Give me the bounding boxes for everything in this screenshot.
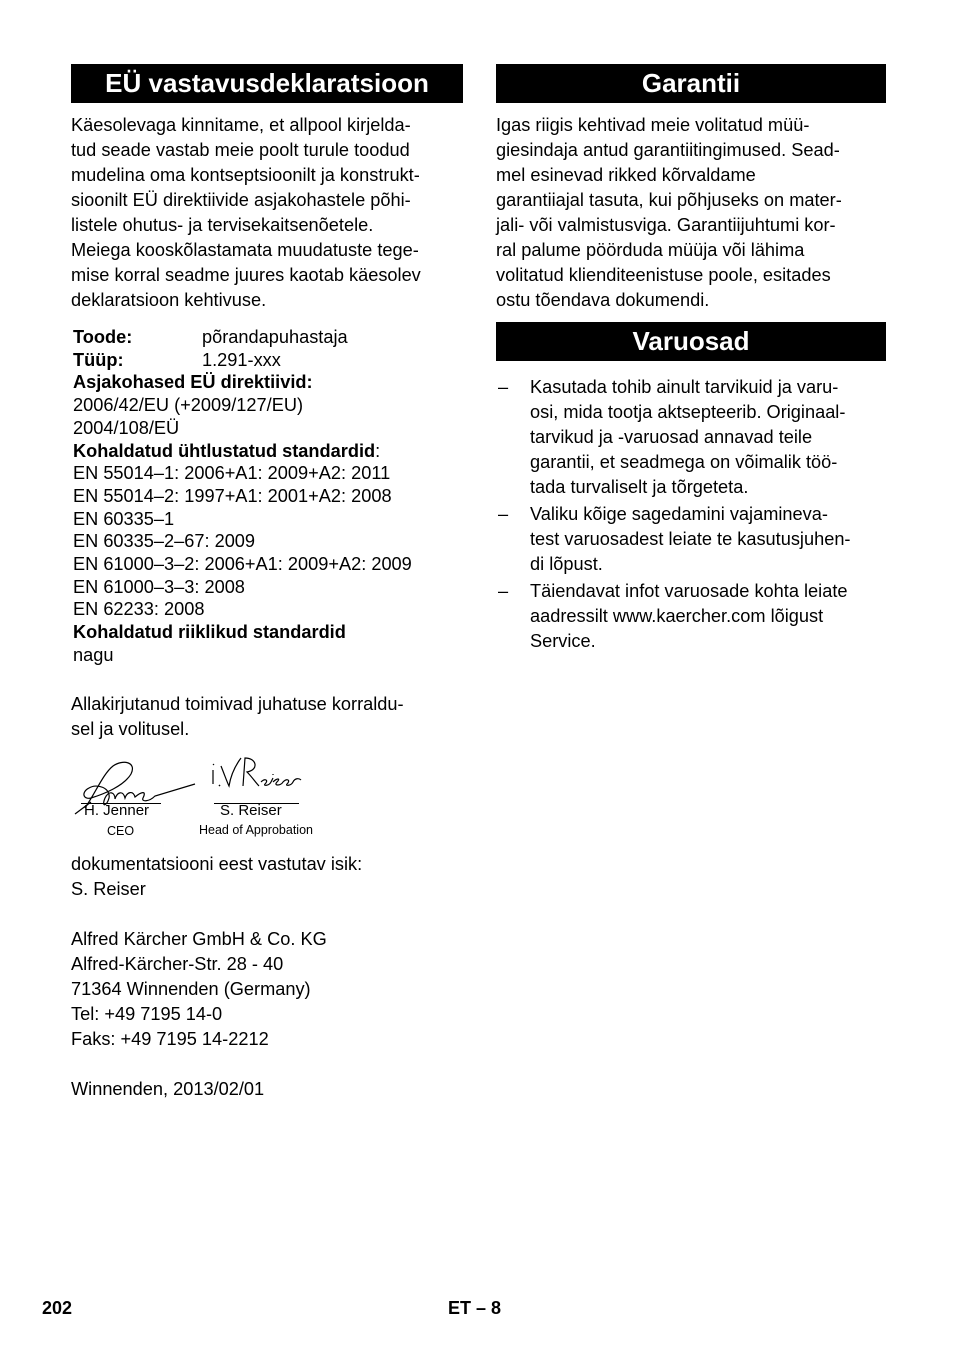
bullet-dash: – [498,377,509,397]
intro-line: sioonilt EÜ direktiivide asjakohastele põhi- [71,190,411,210]
warranty-heading: Garantii [496,64,886,103]
signatory-right-name: S. Reiser [220,801,282,819]
national-standards-value: nagu [73,644,114,665]
bullet-line: aadressilt www.kaercher.com lõigust [530,606,824,626]
bullet-line: Kasutada tohib ainult tarvikuid ja varu- [530,377,839,397]
intro-line: deklaratsioon kehtivuse. [71,290,267,310]
declaration-intro [71,113,463,313]
responsible-person [71,852,463,902]
signatory-right-title: Head of Approbation [199,822,313,837]
product-value: põrandapuhastaja [202,327,348,347]
warranty-line: garantiiajal tasuta, kui põhjuseks on mater- [496,190,842,210]
bullet-line: tarvikud ja -varuosad annavad teile [530,427,813,447]
harmonised-label: Kohaldatud ühtlustatud standardid [73,440,376,461]
intro-line: listele ohutus- ja tervisekaitsenõetele. [71,215,374,235]
directive-item: 2004/108/EÜ [73,417,180,438]
bullet-line: osi, mida tootja aktsepteerib. Originaal- [530,402,846,422]
type-value: 1.291-xxx [202,349,281,370]
product-label: Toode: [73,327,133,347]
address-line: 71364 Winnenden (Germany) [71,978,311,999]
bullet-line: di lõpust. [530,554,603,574]
declaration-column [71,64,463,1102]
type-label: Tüüp: [73,349,124,370]
signed-by-text [71,692,463,742]
bullet-dash: – [498,581,509,601]
intro-line: mise korral seadme juures kaotab käesolev [71,265,421,285]
spec-table [71,326,463,667]
signed-line: Allakirjutanud toimivad juhatuse korraldu- [71,693,404,714]
warranty-line: mel esinevad rikked kõrvaldame [496,165,756,185]
address-line: Alfred Kärcher GmbH & Co. KG [71,928,327,949]
address-line: Tel: +49 7195 14-0 [71,1003,223,1024]
place-and-date: Winnenden, 2013/02/01 [71,1078,265,1099]
spare-parts-list [496,375,886,654]
responsible-line: S. Reiser [71,878,146,899]
footer-section-page: – 8 [476,1298,502,1318]
bullet-line: garantii, et seadmega on võimalik töö- [530,452,838,472]
reiser-signature-image [207,752,307,802]
directives-label: Asjakohased EÜ direktiivid: [73,372,313,393]
bullet-line: Valiku kõige sagedamini vajamineva- [530,504,828,524]
warranty-line: jali- või valmistusviga. Garantiijuhtumi kor- [496,215,836,235]
warranty-line: Igas riigis kehtivad meie volitatud müü- [496,115,810,135]
national-standards-label: Kohaldatud riiklikud standardid [73,622,346,643]
address-line: Alfred-Kärcher-Str. 28 - 40 [71,953,284,974]
warranty-line: ostu tõendava dokumendi. [496,290,710,310]
standard-item: EN 62233: 2008 [73,599,205,620]
bullet-dash: – [498,504,509,524]
footer-language: ET [448,1298,472,1318]
footer-section [448,1298,501,1319]
standard-item: EN 60335–2–67: 2009 [73,531,256,552]
intro-line: mudelina oma kontseptsioonilt ja konstrukt- [71,165,420,185]
directive-item: 2006/42/EU (+2009/127/EU) [73,395,304,416]
intro-line: Käesolevaga kinnitame, et allpool kirjelda- [71,115,411,135]
responsible-line: dokumentatsiooni eest vastutav isik: [71,853,363,874]
harmonised-standards-heading [71,440,463,463]
signature-block [71,752,463,852]
standard-item: EN 55014–2: 1997+A1: 2001+A2: 2008 [73,485,392,506]
bullet-line: Täiendavat infot varuosade kohta leiate [530,581,848,601]
standard-item: EN 60335–1 [73,508,175,529]
warranty-line: giesindaja antud garantiitingimused. Sead- [496,140,840,160]
list-item [496,502,886,577]
product-row [71,326,463,349]
signatory-left-name: H. Jenner [84,801,150,819]
intro-line: Meiega kooskõlastamata muudatuste tege- [71,240,419,260]
signed-line: sel ja volitusel. [71,718,190,739]
bullet-line: Service. [530,631,596,651]
list-item [496,375,886,500]
bullet-line: test varuosadest leiate te kasutusjuhen- [530,529,851,549]
warranty-text [496,113,886,313]
warranty-line: ral palume pöörduda müüja või lähima [496,240,805,260]
declaration-heading: EÜ vastavusdeklaratsioon [71,64,463,103]
standard-item: EN 55014–1: 2006+A1: 2009+A2: 2011 [73,463,391,484]
standard-item: EN 61000–3–3: 2008 [73,576,245,597]
standard-item: EN 61000–3–2: 2006+A1: 2009+A2: 2009 [73,554,412,575]
intro-line: tud seade vastab meie poolt turule toodud [71,140,410,160]
warranty-parts-column [496,64,886,656]
warranty-line: volitatud klienditeenistuse poole, esitades [496,265,831,285]
type-row [71,349,463,372]
page-number: 202 [42,1298,73,1318]
harmonised-colon: : [375,440,381,461]
spare-parts-heading: Varuosad [496,322,886,361]
signatory-left-title: CEO [107,823,135,838]
bullet-line: tada turvaliselt ja tõrgeteta. [530,477,749,497]
company-address [71,927,463,1052]
list-item [496,579,886,654]
address-line: Faks: +49 7195 14-2212 [71,1028,269,1049]
